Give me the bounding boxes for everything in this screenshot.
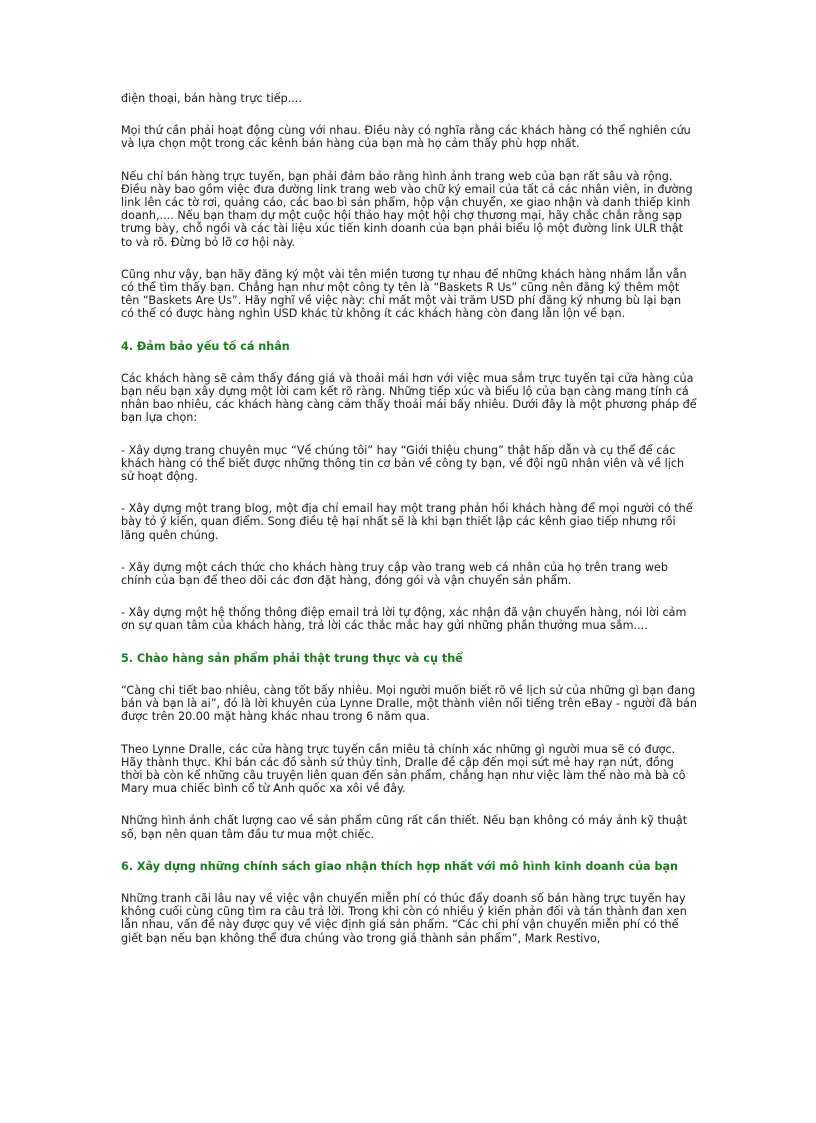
paragraph: Những hình ảnh chất lượng cao về sản phẩm cũng rất cần thiết. Nếu bạn không có máy ảnh kỹ thuật số, bạn nên quan tâm đầu tư mua một chiếc. [121,814,688,841]
paragraph: “Càng chi tiết bao nhiêu, càng tốt bấy nhiêu. Mọi người muốn biết rõ về lịch sử của những gì bạn đang bán và bạn là ai”, đó là lời khuyên của Lynne Dralle, một thành viên nổi tiếng trên eBay - người đã bán được trên 20.00 mặt hàng khác nhau trong 6 năm qua. [121,683,698,724]
paragraph: điện thoại, bán hàng trực tiếp.... [121,92,302,105]
section-heading: 4. Đảm bảo yếu tố cá nhân [121,339,290,353]
list-item: - Xây dựng một hệ thống thông điệp email trả lời tự động, xác nhận đã vận chuyển hàng, nói lời cảm ơn sự quan tâm của khách hàng, trả lời các thắc mắc hay gửi những phần thưởng mua sắm.... [121,606,687,633]
paragraph: Nếu chỉ bán hàng trực tuyến, bạn phải đảm bảo rằng hình ảnh trang web của bạn rất sâu và rộng. Điều này bao gồm việc đưa đường link trang web vào chữ ký email của tất cả các nhân viên, in đường link lên các tờ rơi, quảng cáo, các bao bì sản phẩm, hộp vận chuyển, xe giao nhận và danh thiếp kinh doanh,.... Nếu bạn tham dự một cuộc hội thảo hay một hội chợ thương mại, hãy chắc chắn rằng sạp trưng bày, chỗ ngồi và các tài liệu xúc tiến kinh doanh của bạn phải biểu lộ một đường link ULR thật to và rõ. Đừng bỏ lỡ cơ hội này. [121,169,693,249]
paragraph: Những tranh cãi lâu nay về việc vận chuyển miễn phí có thúc đẩy doanh số bán hàng trực tuyến hay không cuối cùng cũng tìm ra câu trả lời. Trong khi còn có nhiều ý kiến phản đối và tán thành đan xen lẫn nhau, vấn đề này được quy về việc định giá sản phẩm. “Các chi phí vận chuyển miễn phí có thể giết bạn nếu bạn không thể đưa chúng vào trong giá thành sản phẩm”, Mark Restivo, [121,891,687,945]
list-item: - Xây dựng một trang blog, một địa chỉ email hay một trang phản hồi khách hàng để mọi người có thể bày tỏ ý kiến, quan điểm. Song điều tệ hại nhất sẽ là khi bạn thiết lập các kênh giao tiếp nhưng rồi lãng quên chúng. [121,502,693,542]
paragraph: Các khách hàng sẽ cảm thấy đáng giá và thoải mái hơn với việc mua sắm trực tuyến tại cửa hàng của bạn nếu bạn xây dựng một lời cam kết rõ ràng. Những tiếp xúc và biểu lộ của bạn càng mang tính cá nhân bao nhiêu, các khách hàng càng cảm thấy thoải mái bấy nhiêu. Dưới đây là một phương pháp để bạn lựa chọn: [121,371,697,425]
document-page [121,92,697,964]
paragraph: Mọi thứ cần phải hoạt động cùng với nhau. Điều này có nghĩa rằng các khách hàng có thể nghiên cứu và lựa chọn một trong các kênh bán hàng của bạn mà họ cảm thấy phù hợp nhất. [121,124,691,151]
section-heading: 5. Chào hàng sản phẩm phải thật trung thực và cụ thể [121,651,463,665]
paragraph: Theo Lynne Dralle, các cửa hàng trực tuyến cần miêu tả chính xác những gì người mua sẽ có được. Hãy thành thực. Khi bán các đồ sành sứ thủy tinh, Dralle đề cập đến mọi sứt mẻ hay rạn nứt, đồng thời bà còn kể những câu truyện liên quan đến sản phẩm, chẳng hạn như việc làm thế nào mà bà cô Mary mua chiếc bình cổ từ Anh quốc xa xôi về đây. [121,742,686,796]
list-item: - Xây dựng trang chuyên mục “Về chúng tôi” hay “Giới thiệu chung” thật hấp dẫn và cụ thể để các khách hàng có thể biết được những thông tin cơ bản về công ty bạn, về đội ngũ nhân viên và về lịch sử hoạt động. [121,443,685,484]
section-heading: 6. Xây dựng những chính sách giao nhận thích hợp nhất với mô hình kinh doanh của bạn [121,859,679,873]
paragraph: Cũng như vậy, bạn hãy đăng ký một vài tên miền tương tự nhau để những khách hàng nhầm lẫn vẫn có thể tìm thấy bạn. Chẳng hạn như một công ty tên là “Baskets R Us” cũng nên đăng ký thêm một tên “Baskets Are Us”. Hãy nghĩ về việc này: chỉ mất một vài trăm USD phí đăng ký nhưng bù lại bạn có thể có được hàng nghìn USD khác từ không ít các khách hàng còn đang lẫn lộn về bạn. [121,267,687,321]
list-item: - Xây dựng một cách thức cho khách hàng truy cập vào trang web cá nhân của họ trên trang web chính của bạn để theo dõi các đơn đặt hàng, đóng gói và vận chuyển sản phẩm. [121,560,669,588]
